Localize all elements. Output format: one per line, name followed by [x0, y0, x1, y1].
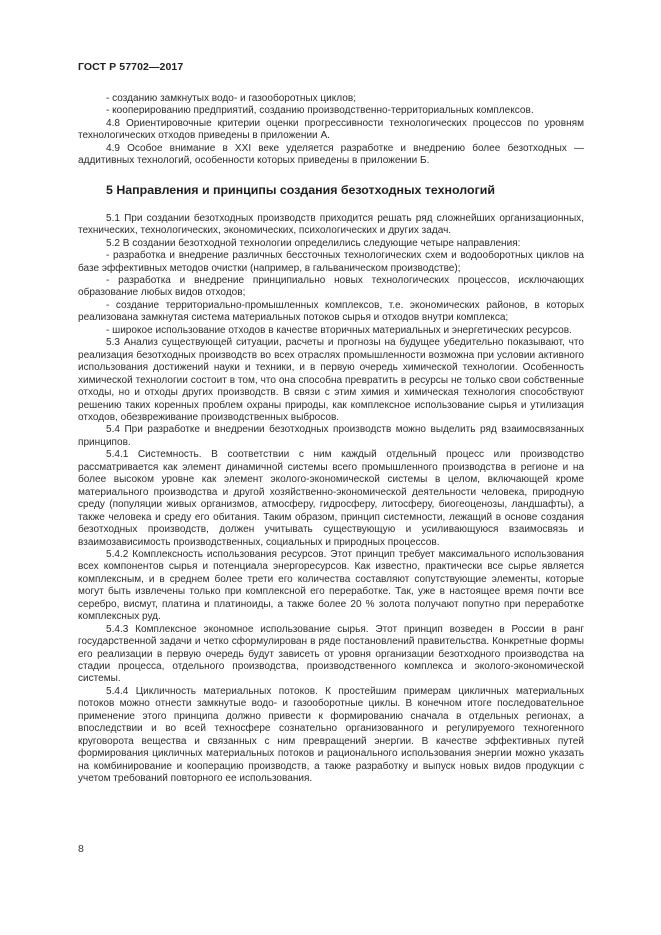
paragraph-4-9: 4.9 Особое внимание в XXI веке уделяется разработке и внедрению более безотходных — аддитивных технологий, особенности которых приведены в приложении Б. — [78, 142, 584, 167]
standard-header: ГОСТ Р 57702—2017 — [78, 61, 184, 73]
paragraph-5-2: 5.2 В создании безотходной технологии определились следующие четыре направления: — [106, 237, 521, 249]
paragraph-dash-drainless-schemes: - разработка и внедрение различных бессточных технологических схем и водооборотных циклов на базе эффективных методов очистки (например, в гальваническом производстве); — [78, 250, 584, 274]
paragraph-5-4-1: 5.4.1 Системность. В соответствии с ним каждый отдельный процесс или производство рассматривается как элемент динамичной системы всего промышленного производства в регионе и на более высоком уровне как элемент эколого-экономической системы в целом, включающей кроме материального производства и другой хозяйственно-экономической деятельности человека, природную среду (популяции живых организмов, атмосферу, гидросферу, литосферу, биогеоценозы, ландшафты), а также человека и среду его обитания. Таким образом, принцип системности, лежащий в основе создания безотходных производств, должен учитывать существующую и усиливающуюся взаимосвязь и взаимозависимость производственных, социальных и природных процессов. — [78, 449, 584, 548]
paragraph-5-4-4: 5.4.4 Цикличность материальных потоков. К простейшим примерам цикличных материальных потоков можно отнести замкнутые водо- и газооборотные циклы. В конечном итоге последовательное применение этого принципа должно привести к формированию сначала в отдельных регионах, а впоследствии и во всей техносфере сознательно организованного и регулируемого техногенного круговорота вещества и связанных с ним превращений энергии. В качестве эффективных путей формирования цикличных материальных потоков и рационального использования энергии можно указать на комбинирование и кооперацию производств, а также разработку и выпуск новых видов продукции с учетом требований повторного ее использования. — [78, 685, 584, 785]
paragraph-4-8: 4.8 Ориентировочные критерии оценки прогрессивности технологических процессов по уровням технологических отходов приведены в приложении А. — [78, 117, 584, 142]
document-body — [78, 93, 584, 786]
paragraph-dash-territorial-complexes: - создание территориально-промышленных комплексов, т.е. экономических районов, в которых реализована замкнутая система материальных потоков сырья и отходов внутри комплекса; — [78, 299, 584, 324]
paragraph-dash-new-processes: - разработка и внедрение принципиально новых технологических процессов, исключающих образование любых видов отходов; — [78, 274, 584, 299]
paragraph-5-4-2: 5.4.2 Комплексность использования ресурсов. Этот принцип требует максимального использования всех компонентов сырья и потенциала энергоресурсов. Как известно, практически все сырье является комплексным, и в среднем более трети его количества составляют сопутствующие элементы, которые могут быть извлечены только при комплексной его переработке. Так, уже в настоящее время почти все серебро, висмут, платина и платиноиды, а также более 20 % золота получают попутно при переработке комплексных руд. — [78, 548, 584, 623]
paragraph-dash-secondary-resources: - широкое использование отходов в качестве вторичных материальных и энергетических ресурсов. — [106, 324, 572, 336]
paragraph-5-4: 5.4 При разработке и внедрении безотходных производств можно выделить ряд взаимосвязанных принципов. — [78, 424, 584, 448]
paragraph-5-4-3: 5.4.3 Комплексное экономное использование сырья. Этот принцип возведен в России в ранг государственной задачи и четко сформулирован в ряде постановлений правительства. Конкретные формы его реализации в первую очередь будут зависеть от уровня организации безотходного производства на стадии процесса, отдельного производства, производственного комплекса и эколого-экономической системы. — [78, 623, 584, 685]
paragraph-5-3: 5.3 Анализ существующей ситуации, расчеты и прогнозы на будущее убедительно показывают, что реализация безотходных производств во всех отраслях промышленности возможна при условии активного использования достижений науки и техники, и в первую очередь химической технологии. Особенность химической технологии состоит в том, что она способна превратить в ресурсы не только свои собственные отходы, но и отходы других производств. В связи с этим химия и химическая технология способствуют решению таких коренных проблем охраны природы, как комплексное использование сырья и утилизация отходов, обезвреживание производственных выбросов. — [78, 337, 584, 423]
page-number: 8 — [78, 843, 84, 855]
paragraph-5-1: 5.1 При создании безотходных производств приходится решать ряд сложнейших организационных, технических, технологических, экономических, психологических и других задач. — [78, 212, 584, 237]
paragraph-dash-cooperation: - кооперированию предприятий, созданию производственно-территориальных комплексов. — [106, 105, 534, 117]
paragraph-dash-closed-cycles: - созданию замкнутых водо- и газооборотных циклов; — [106, 93, 356, 104]
section-5-heading: 5 Направления и принципы создания безотходных технологий — [106, 182, 495, 197]
